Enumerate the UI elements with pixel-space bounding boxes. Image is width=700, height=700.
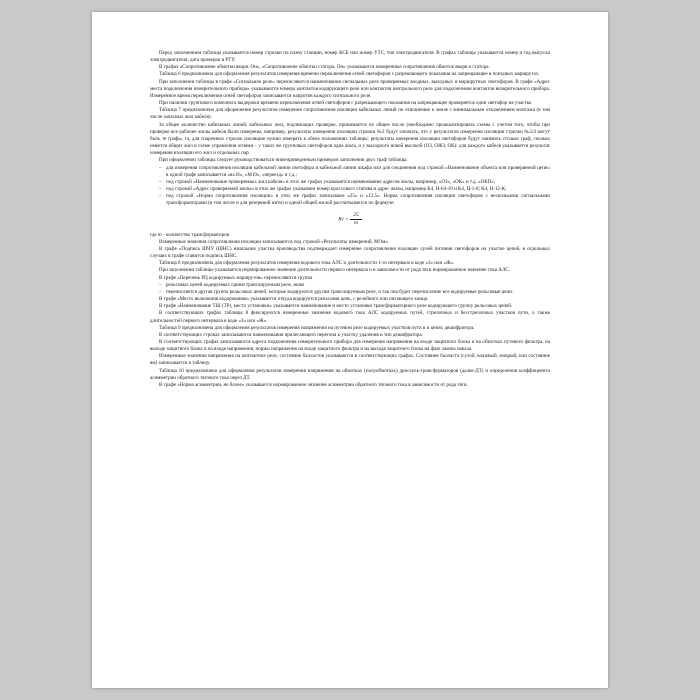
list-item: – под строкой «Норма сопротивления изоляции» в этих же графах записываем «25» и «12.5». Норма сопротивления изоляции светофоров с несколькими сигнальными трансформаторами (в том числе и для резервной нити) и одной общей жилой рассчитывается по формуле: bbox=[166, 193, 550, 207]
paragraph: В графе «Перечень РЦ кодируемых маршрутов» перечисляются группа bbox=[159, 274, 313, 281]
coding-groups-list bbox=[150, 282, 550, 296]
paragraph: В графах «Сопротивление обмотки якоря. Он», «Сопротивление обмотки статора. Он» указываются измеренные сопротивления обмоток якоря и статора. bbox=[159, 64, 490, 71]
paragraph: При оформлении таблицы следует руководствоваться нижеприведенным примером заполнения двух граф таблицы: bbox=[159, 157, 408, 164]
formatting-rules-list bbox=[150, 165, 550, 208]
formula-label: Rc = bbox=[338, 216, 349, 223]
paragraph: Измеренные значения напряжения на контактное реле, состояние балластов указываются в соответствующих графах. Состояние балласта (сухой, влажный, мокрый, или состояние ям) записывается в таблицу. bbox=[150, 353, 550, 367]
paragraph: В графе «Подпись ШЧУ (ШНС) начальник участка производства подтверждает измерение сопротивления изоляции лучей питания светофоров на участке цепей, в отдельных случаях в графе ставится подпись ШНС. bbox=[150, 245, 550, 260]
paragraph: За общее количество кабельных линий, кабельных жил, подлежащих проверке, принимается их общее число (необходимо проанализировать схемы с учетом того, чтобы при проверке все рабочие жилы кабеля были измерены, например, результаты измерения изоляции стрелки №2 будут означать, что у результатов измерения изоляции стрелки №2/4 могут быть те графы, та, для спаренных стрелок изоляцию нужно измерять в обеих положениях таблицы: результаты измерения изоляции светофоров будут занимать столько граф, сколько имеется общих жил в схеме управления огнями – у таких же групповых светофоров одна жила, и у выходного новой высокой (ОЗ, ОЖЗ, ОК): для каждого кабеля указывается результат измерения изоляции его жил и отдельных пар. bbox=[150, 121, 550, 157]
list-item: – для измерения сопротивления изоляции кабельной линии светофора и кабельной линии шкафа или для соединения под строкой «Наименование объекта или проверяемой цепи» в одной графе записывается «вх.Н», «М19», «переезд» и т.д.; bbox=[166, 165, 550, 179]
formula-denominator: m bbox=[354, 220, 358, 227]
paragraph: Перед заполнением таблицы указывается номер стрелки по плану станции, номер КСБ или номер УТС, тип электродвигателя. В графах таблицы указывается номер и год выпуска электродвигателя, дата проверки в РТУ. bbox=[150, 50, 550, 64]
document-body bbox=[150, 50, 550, 389]
paragraph: В графе «Место включения кодирования» указывается откуда кодируется рельсовая цепь, с релейного или питающего конца. bbox=[159, 296, 429, 303]
paragraph: В графе «Норма асимметрии, не более» указывается нормированное значение асимметрии обратного тягового тока в зависимости от рода тяги. bbox=[159, 381, 468, 388]
list-item: – перечисляется другая группа рельсовых цепей, которые кодируются другим транслируемым реле, и так она будет перечисление все кодируемые рельсовые цепи. bbox=[166, 289, 550, 296]
list-item: – под строкой «Наименование проверяемых жил кабеля» в этих же графах указывается наименование адресов жилы, например, «ОЗ», «ОК» и т.д. «ОКП»; bbox=[166, 179, 550, 186]
paragraph: Таблица 10 предназначена для оформления результатов измерения напряжения на обмотках (полуобмотках) дроссель-трансформаторов (далее-ДТ) и определения коэффициента асимметрии обратного тягового тока через ДТ. bbox=[150, 367, 550, 381]
paragraph: Таблица 8 предназначена для оформления результатов измерения кодового тока АЛС и длительности 1-го интервала в коде «З» или «Ж». bbox=[159, 260, 455, 267]
list-item: – под строкой «Адрес проверяемой жилы» в этих же графах указываем номер кроссового статива и адрес жилы, например К4, Н-64-10 и К4, Ц-1-8; К4, Н-12-К; bbox=[166, 186, 550, 193]
formula-block bbox=[150, 212, 550, 226]
list-item: – рельсовых цепей кодируемых одним транслируемым реле, ниже bbox=[166, 282, 550, 289]
paragraph: В соответствующих графах записываются адреса подключения измерительного прибора для измерения напряжения на входе защитного блока и на обмотках путевого фильтра, на выходе защитного блока и на входе напряжения, нормы напряжения на входе защитного фильтра и на выходе защитного блока на фазе лампы накала. bbox=[150, 338, 550, 353]
formula-fraction bbox=[350, 212, 361, 226]
paragraph: Таблица 6 предназначена для оформления результатов измерения времени переключения огней светофоров с разрешающего показания на запрещающее в поездных маршрутах. bbox=[159, 71, 540, 78]
paragraph: где m - количество трансформаторов bbox=[150, 231, 230, 238]
paragraph: При наличии группового комплекта выдержки времени переключения огней светофоров с разрешающего показания на запрещающее проверяется один светофор на участке. bbox=[159, 100, 533, 107]
paragraph: В графе «Наименование ТШ (ТР), место установки» указывается наименование и место установки трансформаторного реле кодирующего группу рельсовых цепей. bbox=[159, 303, 513, 310]
paragraph: При заполнении таблицы в графе «Сигнальное реле» перечисляются наименования сигнальных реле проверяемых входных, выходных и маршрутных светофоров. В графе «Адрес места подключения измерительного прибора» указываются номера контактов кодирующего реле или контактов контрольного реле для подключения контактов визирительного прибора. Измеренное время переключения огней светофоров записывается напротив каждого сигнального реле. bbox=[150, 78, 550, 99]
paragraph: В соответствующих строках записываются наименования прилегающего перегона к участку удаления и тип дешифратора. bbox=[159, 331, 423, 338]
formula-numerator: 25 bbox=[350, 212, 361, 220]
paragraph: Измеренные значения сопротивления изоляции записываются под строкой «Результаты измерений, МОм». bbox=[159, 238, 390, 245]
document-page bbox=[92, 12, 608, 688]
paragraph: В соответствующих графах таблицы 8 фиксируются измеренные значения кодового тока АЛС кодируемых путей, стрелочных и бесстрелочных участков пути, а также длительностей первого интервала в коде «З» или «Ж». bbox=[150, 310, 550, 324]
paragraph: Таблица 7 предназначена для оформления результатов измерения сопротивления изоляции кабельных линий по отношению к земле с минимальным отключением монтажа (в том числе запасных жил кабеля). bbox=[150, 107, 550, 121]
paragraph: Таблица 9 предназначена для оформления результатов измерения напряжения на путевом реле кодируемых участков пути и и цепях дешифратора. bbox=[159, 324, 475, 331]
paragraph: При заполнении таблицы указывается нормированное значение длительности первого интервала и в зависимости от рода тяги нормированное значение тока АЛС. bbox=[159, 267, 510, 274]
